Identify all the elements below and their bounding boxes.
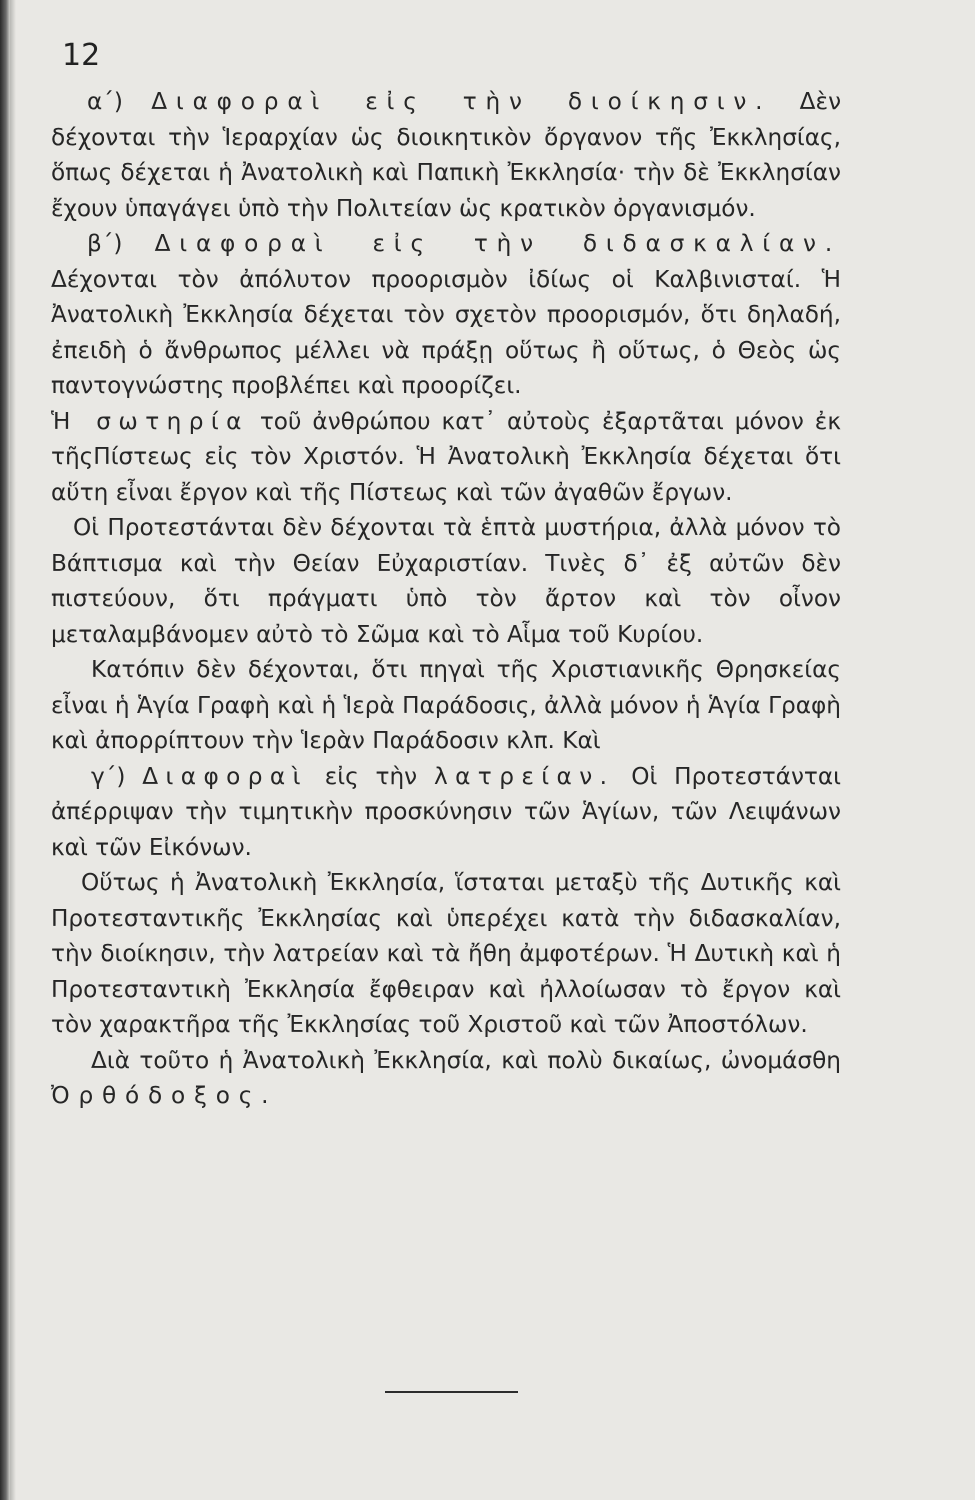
paragraph-text: Δέχονται τὸν ἀπόλυτον προορισμὸν ἰδίως οἱ Καλβινισταί. Ἡ Ἀνατολικὴ Ἐκκλησία δέχεται τὸν σχετὸν προορισμόν, ὅτι δηλαδή, ἐπειδὴ ὁ ἄνθρωπος μέλλει νὰ πράξῃ οὕτως ἢ οὕτως, ὁ Θεὸς ὡς παντογνώστης προβλέπει καὶ προορίζει. bbox=[51, 265, 841, 399]
enumeration-label: γ΄) bbox=[91, 762, 143, 790]
paragraph-teaching bbox=[51, 226, 841, 404]
paragraph-text: Διὰ τοῦτο ἡ Ἀνατολικὴ Ἐκκλησία, καὶ πολὺ δικαίως, ὠνομάσθη bbox=[91, 1046, 841, 1074]
enumeration-label: β΄) bbox=[87, 230, 155, 257]
section-heading-worship-1: Διαφοραὶ bbox=[142, 762, 308, 790]
section-heading-teaching: Διαφοραὶ εἰς τὴν διδασκαλίαν. bbox=[154, 230, 842, 257]
end-rule bbox=[385, 1391, 518, 1393]
paragraph-text: Οἱ Προτεστάνται δὲν δέχονται τὰ ἑπτὰ μυστήρια, ἀλλὰ μόνον τὸ Βάπτισμα καὶ τὴν Θείαν Εὐχαριστίαν. Τινὲς δ᾿ ἐξ αὐτῶν δὲν πιστεύουν, ὅτι πράγματι ὑπὸ τὸν ἄρτον καὶ τὸν οἶνον μεταλαμβάνομεν αὐτὸ τὸ Σῶμα καὶ τὸ Αἷμα τοῦ Κυρίου. bbox=[51, 514, 841, 648]
paragraph-text: Δὲν δέχονται τὴν Ἱεραρχίαν ὡς διοικητικὸν ὄργανον τῆς Ἐκκλησίας, ὅπως δέχεται ἡ Ἀνατολικὴ καὶ Παπικὴ Ἐκκλησία· τὴν δὲ Ἐκκλησίαν ἔχουν ὑπαγάγει ὑπὸ τὴν Πολιτείαν ὡς κρατικὸν ὀργανισμόν. bbox=[51, 88, 842, 222]
section-heading-administration: Διαφοραὶ εἰς τὴν διοίκησιν. bbox=[151, 88, 772, 115]
emphasis-salvation: Ἡ σωτηρία bbox=[51, 407, 249, 435]
paragraph-text: Οὕτως ἡ Ἀνατολικὴ Ἐκκλησία, ἵσταται μεταξὺ τῆς Δυτικῆς καὶ Προτεσταντικῆς Ἐκκλησίας καὶ ὑπερέχει κατὰ τὴν διδασκαλίαν, τὴν διοίκησιν, τὴν λατρείαν καὶ τὰ ἤθη ἀμφοτέρων. Ἡ Δυτικὴ καὶ ἡ Προτεσταντικὴ Ἐκκλησία ἔφθειραν καὶ ἠλλοίωσαν τὸ ἔργον καὶ τὸν χαρακτῆρα τῆς Ἐκκλησίας τοῦ Χριστοῦ καὶ τῶν Ἀποστόλων. bbox=[51, 869, 841, 1038]
emphasis-orthodox: Ὀρθόδοξος. bbox=[51, 1082, 278, 1109]
enumeration-label: α΄) bbox=[87, 88, 152, 115]
page-binding-shadow bbox=[10, 0, 16, 1500]
paragraph-salvation bbox=[51, 404, 841, 511]
paragraph-conclusion bbox=[51, 865, 841, 1043]
paragraph-sacraments bbox=[51, 510, 841, 652]
page-binding-edge bbox=[0, 0, 10, 1500]
body-text bbox=[51, 84, 841, 1114]
paragraph-text: τοῦ ἀνθρώπου κατ᾿ αὐτοὺς ἐξαρτᾶται μόνον ἐκ τῆςΠίστεως εἰς τὸν Χριστόν. Ἡ Ἀνατολικὴ Ἐκκλησία δέχεται ὅτι αὕτη εἶναι ἔργον καὶ τῆς Πίστεως καὶ τῶν ἀγαθῶν ἔργων. bbox=[51, 407, 841, 506]
paragraph-text: Οἱ Προτεστάνται ἀπέρριψαν τὴν τιμητικὴν προσκύνησιν τῶν Ἁγίων, τῶν Λειψάνων καὶ τῶν Εἰκόνων. bbox=[51, 762, 841, 861]
paragraph-text: Κατόπιν δὲν δέχονται, ὅτι πηγαὶ τῆς Χριστιανικῆς Θρησκείας εἶναι ἡ Ἁγία Γραφὴ καὶ ἡ Ἱερὰ Παράδοσις, ἀλλὰ μόνον ἡ Ἁγία Γραφὴ καὶ ἀπορρίπτουν τὴν Ἱερὰν Παράδοσιν κλπ. Καὶ bbox=[51, 656, 841, 754]
paragraph-worship bbox=[51, 759, 841, 866]
paragraph-administration bbox=[51, 84, 841, 226]
section-heading-worship-2: λατρείαν. bbox=[433, 762, 615, 790]
paragraph-sources bbox=[51, 652, 841, 759]
paragraph-text: εἰς τὴν bbox=[307, 762, 434, 790]
paragraph-orthodox bbox=[51, 1043, 841, 1114]
page-number: 12 bbox=[62, 38, 101, 73]
